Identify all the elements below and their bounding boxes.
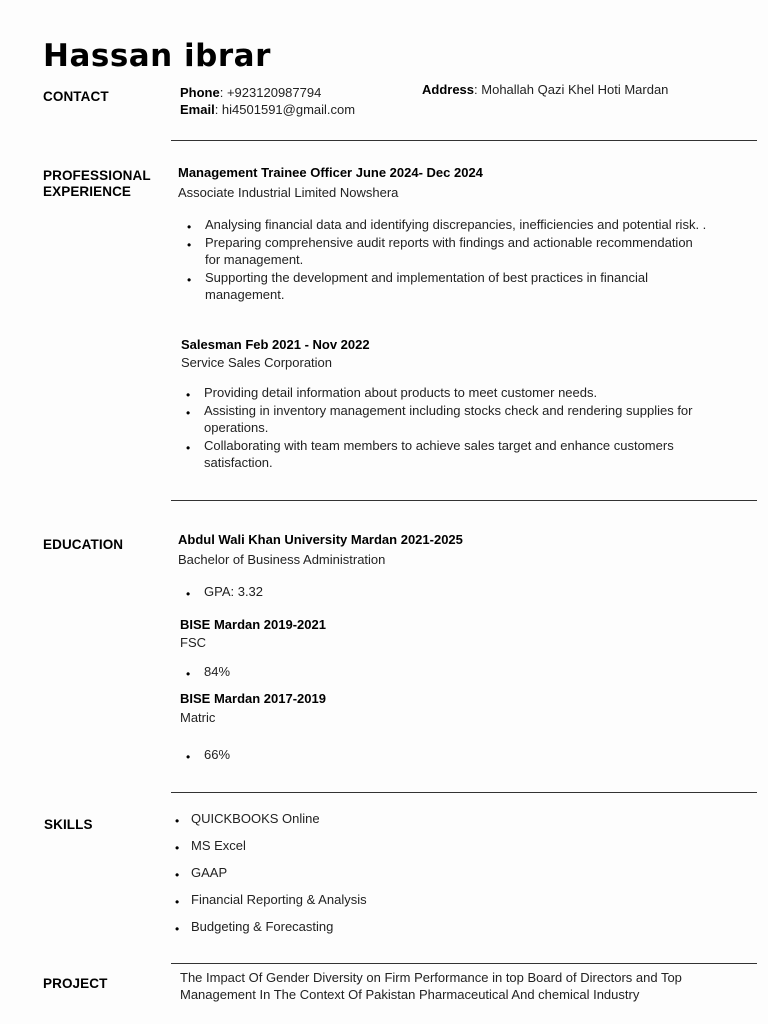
list-item: • Supporting the development and implementation of best practices in financial management. <box>179 269 709 304</box>
list-item: • 84% <box>178 663 230 681</box>
project-text: The Impact Of Gender Diversity on Firm Performance in top Board of Directors and Top Management In The Context Of Pakistan Pharmaceutical And chemical Industry <box>180 970 682 1002</box>
education-bullets <box>178 583 263 601</box>
email-label: Email <box>180 102 215 117</box>
experience-heading-line1: PROFESSIONAL <box>43 168 151 183</box>
email-line: Email: hi4501591@gmail.com <box>180 102 356 117</box>
education-title: BISE Mardan 2019-2021 <box>180 617 326 632</box>
education-degree: Matric <box>180 710 216 725</box>
job-company: Service Sales Corporation <box>181 355 333 370</box>
education-degree: FSC <box>180 635 206 650</box>
job-title: Salesman Feb 2021 - Nov 2022 <box>181 337 370 352</box>
list-item: • MS Excel <box>171 837 367 864</box>
skills-heading: SKILLS <box>44 817 93 832</box>
education-heading: EDUCATION <box>43 537 124 552</box>
email-value: hi4501591@gmail.com <box>221 102 356 117</box>
project-heading: PROJECT <box>43 976 108 991</box>
list-item: • Preparing comprehensive audit reports with findings and actionable recommendation for management. <box>179 234 709 269</box>
list-item: • 66% <box>178 746 230 764</box>
skills-list <box>171 810 367 945</box>
list-item: • Financial Reporting & Analysis <box>171 891 367 918</box>
phone-line: Phone: +923120987794 <box>180 85 322 100</box>
list-item: • GAAP <box>171 864 367 891</box>
list-item: • Analysing financial data and identifying discrepancies, inefficiencies and potential risk. . <box>179 216 709 234</box>
job-company: Associate Industrial Limited Nowshera <box>178 185 399 200</box>
list-item: • GPA: 3.32 <box>178 583 263 601</box>
phone-value: +923120987794 <box>226 85 322 100</box>
divider-education <box>171 792 757 793</box>
experience-heading-line2: EXPERIENCE <box>43 184 132 199</box>
resume-name: Hassan ibrar <box>43 38 271 74</box>
list-item: • Collaborating with team members to achieve sales target and enhance customers satisfaction. <box>178 437 708 472</box>
divider-contact <box>171 140 757 141</box>
job-title: Management Trainee Officer June 2024- Dec 2024 <box>178 165 483 180</box>
address-line: Address: Mohallah Qazi Khel Hoti Mardan <box>422 82 669 97</box>
list-item: • Budgeting & Forecasting <box>171 918 367 945</box>
education-bullets <box>178 746 230 764</box>
job-bullets <box>178 384 708 472</box>
education-title: Abdul Wali Khan University Mardan 2021-2025 <box>178 532 463 547</box>
list-item: • Providing detail information about products to meet customer needs. <box>178 384 708 402</box>
address-value: Mohallah Qazi Khel Hoti Mardan <box>481 82 669 97</box>
address-label: Address <box>422 82 475 97</box>
list-item: • Assisting in inventory management including stocks check and rendering supplies for operations. <box>178 402 708 437</box>
education-title: BISE Mardan 2017-2019 <box>180 691 326 706</box>
divider-experience <box>171 500 757 501</box>
experience-heading <box>43 168 151 200</box>
education-bullets <box>178 663 230 681</box>
phone-label: Phone <box>180 85 220 100</box>
education-degree: Bachelor of Business Administration <box>178 552 386 567</box>
contact-heading: CONTACT <box>43 89 109 104</box>
job-bullets <box>179 216 709 304</box>
divider-skills <box>171 963 757 964</box>
list-item: • QUICKBOOKS Online <box>171 810 367 837</box>
